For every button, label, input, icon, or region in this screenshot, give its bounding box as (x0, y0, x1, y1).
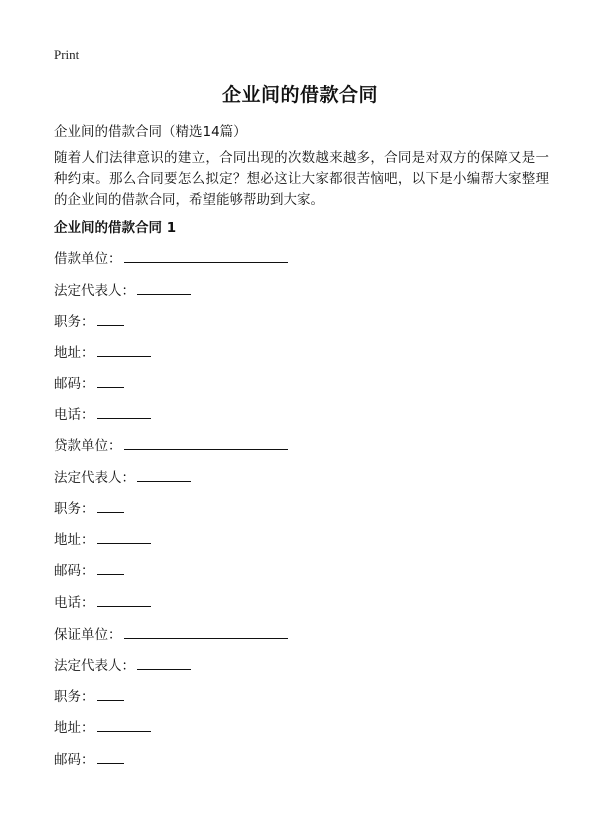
field-label: 地址： (54, 532, 95, 548)
document-title: 企业间的借款合同 (221, 84, 378, 106)
form-field-address (54, 342, 151, 362)
blank-line (97, 749, 124, 764)
form-field-address (54, 717, 151, 737)
field-label: 法定代表人： (54, 658, 135, 674)
form-field-legal-rep (54, 467, 191, 487)
field-label: 邮码： (54, 563, 95, 579)
blank-line (97, 498, 124, 513)
field-label: 法定代表人： (54, 470, 135, 486)
blank-line (137, 467, 191, 482)
form-field-address (54, 529, 151, 549)
form-field-lender-unit (54, 435, 288, 455)
section-heading: 企业间的借款合同 1 (54, 220, 177, 236)
blank-line (97, 686, 124, 701)
field-label: 邮码： (54, 752, 95, 768)
intro-paragraph: 随着人们法律意识的建立，合同出现的次数越来越多，合同是对双方的保障又是一种约束。那么合同要怎么拟定？想必这让大家都很苦恼吧，以下是小编帮大家整理的企业间的借款合同，希望能够帮助到大家。 (54, 150, 549, 208)
blank-line (97, 592, 151, 607)
document-subtitle: 企业间的借款合同（精选14篇） (54, 124, 247, 140)
field-label: 职务： (54, 501, 95, 517)
field-label: 地址： (54, 720, 95, 736)
blank-line (97, 404, 151, 419)
field-label: 电话： (54, 595, 95, 611)
form-field-legal-rep (54, 655, 191, 675)
field-label: 保证单位： (54, 627, 122, 643)
blank-line (97, 560, 124, 575)
blank-line (97, 717, 151, 732)
field-label: 职务： (54, 314, 95, 330)
blank-line (97, 311, 124, 326)
field-label: 借款单位： (54, 251, 122, 267)
form-field-position (54, 686, 124, 706)
form-field-postcode (54, 749, 124, 769)
blank-line (124, 624, 288, 639)
field-label: 邮码： (54, 376, 95, 392)
form-field-position (54, 498, 124, 518)
field-label: 职务： (54, 689, 95, 705)
blank-line (124, 248, 288, 263)
form-field-phone (54, 404, 151, 424)
blank-line (137, 655, 191, 670)
form-field-legal-rep (54, 280, 191, 300)
field-label: 贷款单位： (54, 438, 122, 454)
form-field-position (54, 311, 124, 331)
field-label: 地址： (54, 345, 95, 361)
print-link[interactable]: Print (54, 47, 80, 62)
form-field-borrower-unit (54, 248, 288, 268)
form-field-postcode (54, 560, 124, 580)
form-field-guarantor-unit (54, 624, 288, 644)
form-field-phone (54, 592, 151, 612)
field-label: 法定代表人： (54, 283, 135, 299)
form-field-postcode (54, 373, 124, 393)
blank-line (97, 373, 124, 388)
blank-line (97, 342, 151, 357)
field-label: 电话： (54, 407, 95, 423)
blank-line (124, 435, 288, 450)
blank-line (137, 280, 191, 295)
blank-line (97, 529, 151, 544)
